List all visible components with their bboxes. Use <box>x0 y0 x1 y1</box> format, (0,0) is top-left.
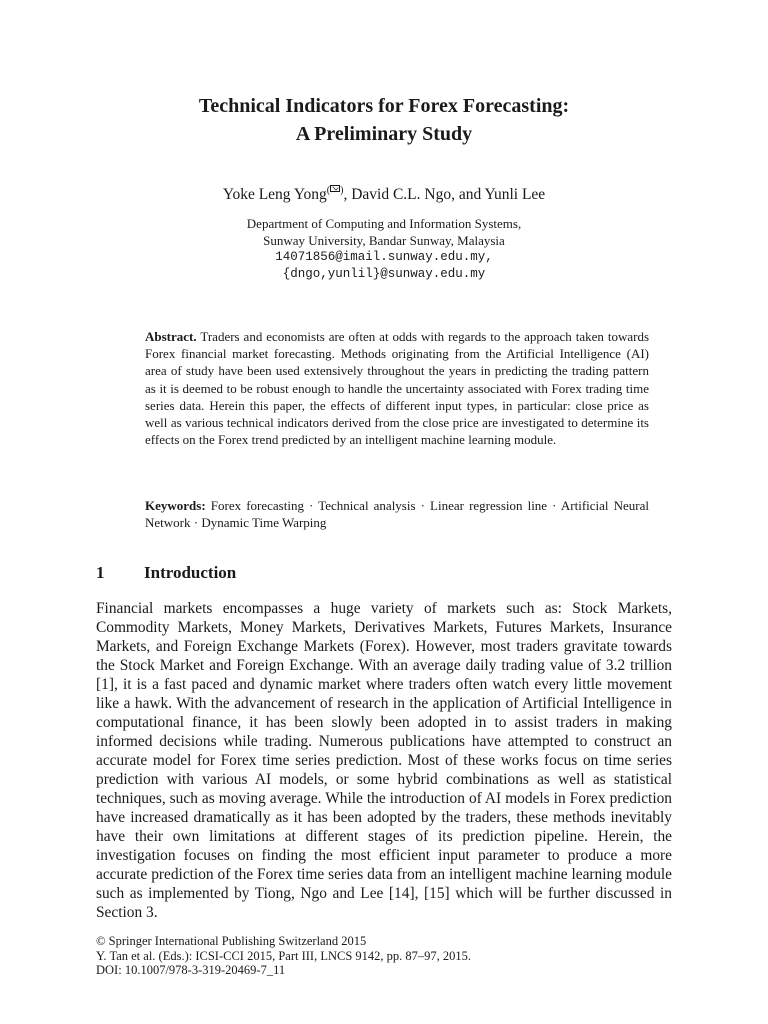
keywords-label: Keywords: <box>145 498 206 513</box>
introduction-paragraph: Financial markets encompasses a huge variety of markets such as: Stock Markets, Commodity Markets, Money Markets, Derivatives Markets, Futures Markets, Insurance Markets, and Foreign Exchange Markets (Forex). However, most traders gravitate towards the Stock Market and Foreign Exchange. With an average daily trading value of 3.2 trillion [1], it is a fast paced and dynamic market where traders often watch every little movement like a hawk. With the advancement of research in the application of Artificial Intelligence in computational finance, it has been slowly been adopted in to assist traders in making informed decisions while trading. Numerous publications have attempted to construct an accurate model for Forex time series prediction. Most of these works focus on time series prediction with various AI models, or some hybrid combinations as well as statistical techniques, such as moving average. While the introduction of AI models in Forex prediction have increased dramatically as it has been adopted by the traders, these methods inevitably have their own limitations at different stages of its prediction pipeline. Herein, the investigation focuses on finding the most efficient input parameter to produce a more accurate prediction of the Forex time series data from an intelligent machine learning module such as implemented by Tiong, Ngo and Lee [14], [15] which will be further discussed in Section 3. <box>96 600 672 921</box>
section-number: 1 <box>96 563 105 582</box>
title-line-1: Technical Indicators for Forex Forecasting: <box>198 95 570 117</box>
abstract-label: Abstract. <box>145 329 197 344</box>
envelope-icon <box>330 185 340 192</box>
first-author: Yoke Leng Yong <box>222 186 327 203</box>
keywords-text: Forex forecasting · Technical analysis · Linear regression line · Artificial Neural Network · Dynamic Time Warping <box>145 498 649 531</box>
publication-footer <box>96 934 696 978</box>
affiliation-department: Department of Computing and Information Systems, <box>246 216 522 231</box>
keywords <box>145 497 649 531</box>
affiliation-institution: Sunway University, Bandar Sunway, Malaysia <box>263 233 505 248</box>
copyright-line: © Springer International Publishing Switzerland 2015 <box>96 934 367 948</box>
abstract <box>145 328 649 448</box>
corresponding-author-mark: ( ) <box>326 185 344 196</box>
email-1: 14071856@imail.sunway.edu.my, <box>275 250 493 264</box>
doi-line: DOI: 10.1007/978-3-319-20469-7_11 <box>96 963 286 977</box>
email-2: {dngo,yunlil}@sunway.edu.my <box>282 267 486 281</box>
title-line-2: A Preliminary Study <box>295 123 473 145</box>
other-authors: , David C.L. Ngo, and Yunli Lee <box>343 186 546 203</box>
paper-title <box>0 92 768 148</box>
section-title: Introduction <box>144 563 237 582</box>
section-heading <box>96 561 696 585</box>
author-list <box>0 180 768 206</box>
abstract-text: Traders and economists are often at odds with regards to the approach taken towards Forex financial market forecasting. Methods originating from the Artificial Intelligence (AI) area of study have been used extensively throughout the years in predicting the trading pattern as it is deemed to be robust enough to handle the uncertainty associated with Forex trading time series data. Herein this paper, the effects of different input types, in particular: close price as well as various technical indicators derived from the close price are investigated to determine its effects on the Forex trend predicted by an intelligent machine learning module. <box>145 329 650 448</box>
citation-line: Y. Tan et al. (Eds.): ICSI-CCI 2015, Part III, LNCS 9142, pp. 87–97, 2015. <box>96 948 472 963</box>
affiliation <box>0 215 768 283</box>
